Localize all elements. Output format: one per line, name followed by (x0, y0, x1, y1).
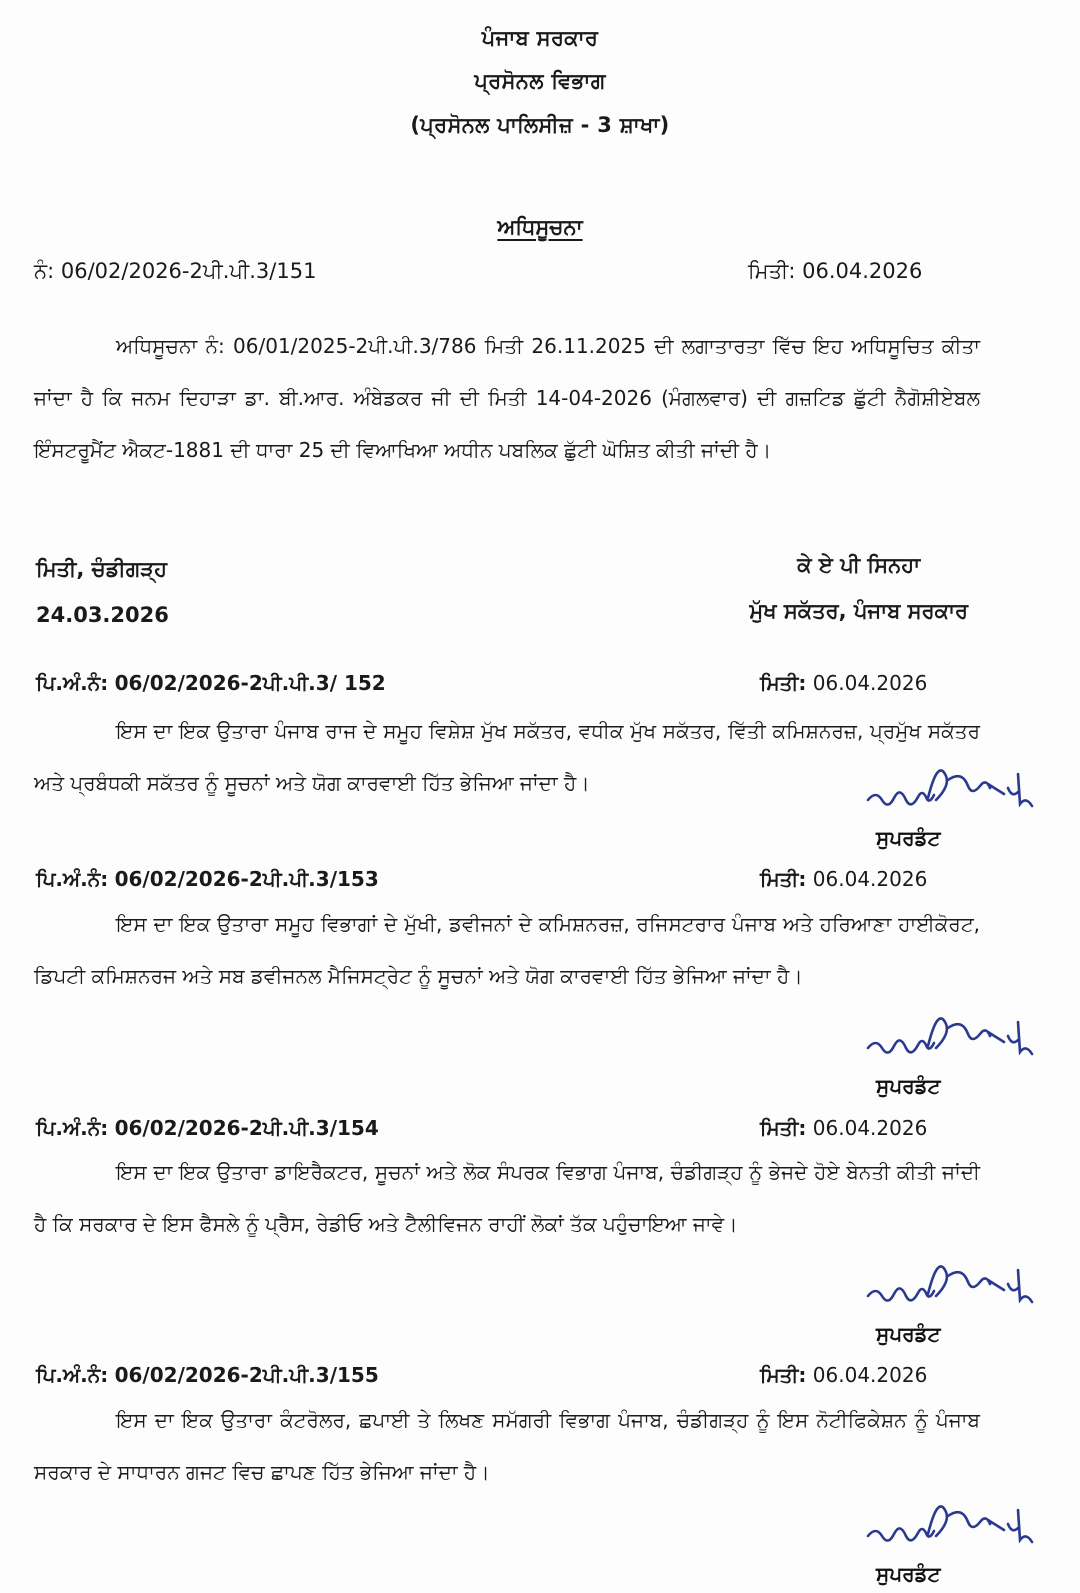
signature-block (858, 1256, 1068, 1346)
signature-block (858, 1496, 1068, 1586)
signature-scribble (858, 1008, 1068, 1078)
issue-date: 24.03.2026 (36, 603, 169, 627)
copy-prefix: ਪਿ.ਅੰ.ਨੰ: (36, 1116, 109, 1140)
signature-scribble (858, 1256, 1068, 1326)
copy-date (760, 671, 927, 695)
document-title (0, 215, 1080, 240)
copy-ref: 06/02/2026-2ਪੀ.ਪੀ.3/153 (114, 867, 379, 891)
signatory-name: ਕੇ ਏ ਪੀ ਸਿਨਹਾ (797, 553, 921, 577)
copy-body: ਇਸ ਦਾ ਇਕ ਉਤਾਰਾ ਕੰਟਰੋਲਰ, ਛਪਾਈ ਤੇ ਲਿਖਣ ਸਮੱਗਰੀ ਵਿਭਾਗ ਪੰਜਾਬ, ਚੰਡੀਗੜ੍ਹ ਨੂੰ ਇਸ ਨੋਟੀਫਿਕੇਸ਼ਨ ਨੂੰ ਪੰਜਾਬ ਸਰਕਾਰ ਦੇ ਸਾਧਾਰਨ ਗਜਟ ਵਿਚ ਛਾਪਣ ਹਿੱਤ ਭੇਜਿਆ ਜਾਂਦਾ ਹੈ। (34, 1408, 980, 1484)
signature-scribble (858, 760, 1068, 830)
copy-date-label: ਮਿਤੀ: (760, 1363, 807, 1387)
branch-name: (ਪ੍ਰਸੋਨਲ ਪਾਲਿਸੀਜ਼ - 3 ਸ਼ਾਖਾ) (410, 113, 670, 137)
signature-title: ਸੁਪਰਡੰਟ (876, 1322, 941, 1346)
copy-number (36, 867, 379, 891)
copy-date-value: 06.04.2026 (812, 1116, 928, 1140)
notification-number: ਨੰ: 06/02/2026-2ਪੀ.ਪੀ.3/151 (34, 259, 317, 283)
copy-ref: 06/02/2026-2ਪੀ.ਪੀ.3/154 (114, 1116, 379, 1140)
copy-prefix: ਪਿ.ਅੰ.ਨੰ: (36, 671, 109, 695)
notification-body: ਅਧਿਸੂਚਨਾ ਨੰ: 06/01/2025-2ਪੀ.ਪੀ.3/786 ਮਿਤੀ 26.11.2025 ਦੀ ਲਗਾਤਾਰਤਾ ਵਿੱਚ ਇਹ ਅਧਿਸੂਚਿਤ ਕੀਤਾ ਜਾਂਦਾ ਹੈ ਕਿ ਜਨਮ ਦਿਹਾੜਾ ਡਾ. ਬੀ.ਆਰ. ਅੰਬੇਡਕਰ ਜੀ ਦੀ ਮਿਤੀ 14-04-2026 (ਮੰਗਲਵਾਰ) ਦੀ ਗਜ਼ਟਿਡ ਛੁੱਟੀ ਨੈਗੋਸ਼ੀਏਬਲ ਇੰਸਟਰੂਮੈਂਟ ਐਕਟ-1881 ਦੀ ਧਾਰਾ 25 ਦੀ ਵਿਆਖਿਆ ਅਧੀਨ ਪਬਲਿਕ ਛੁੱਟੀ ਘੋਸ਼ਿਤ ਕੀਤੀ ਜਾਂਦੀ ਹੈ। (34, 334, 980, 462)
signature-block (858, 760, 1068, 850)
copy-number (36, 671, 386, 695)
copy-ref: 06/02/2026-2ਪੀ.ਪੀ.3/ 152 (114, 671, 386, 695)
copy-date-label: ਮਿਤੀ: (760, 1116, 807, 1140)
signature-block (858, 1008, 1068, 1098)
copy-ref: 06/02/2026-2ਪੀ.ਪੀ.3/155 (114, 1363, 379, 1387)
signature-scribble (858, 1496, 1068, 1566)
copy-number (36, 1363, 379, 1387)
copy-date-label: ਮਿਤੀ: (760, 867, 807, 891)
government-name: ਪੰਜਾਬ ਸਰਕਾਰ (481, 26, 599, 50)
copy-prefix: ਪਿ.ਅੰ.ਨੰ: (36, 867, 109, 891)
copy-date-value: 06.04.2026 (812, 867, 928, 891)
copy-date (760, 1116, 927, 1140)
notification-date: ਮਿਤੀ: 06.04.2026 (748, 259, 923, 283)
signature-title: ਸੁਪਰਡੰਟ (876, 826, 941, 850)
signature-title: ਸੁਪਰਡੰਟ (876, 1074, 941, 1098)
copy-body: ਇਸ ਦਾ ਇਕ ਉਤਾਰਾ ਡਾਇਰੈਕਟਰ, ਸੂਚਨਾਂ ਅਤੇ ਲੋਕ ਸੰਪਰਕ ਵਿਭਾਗ ਪੰਜਾਬ, ਚੰਡੀਗੜ੍ਹ ਨੂੰ ਭੇਜਦੇ ਹੋਏ ਬੇਨਤੀ ਕੀਤੀ ਜਾਂਦੀ ਹੈ ਕਿ ਸਰਕਾਰ ਦੇ ਇਸ ਫੈਸਲੇ ਨੂੰ ਪ੍ਰੈਸ, ਰੇਡੀਓ ਅਤੇ ਟੈਲੀਵਿਜਨ ਰਾਹੀਂ ਲੋਕਾਂ ਤੱਕ ਪਹੁੰਚਾਇਆ ਜਾਵੇ। (34, 1160, 980, 1236)
department-name: ਪ੍ਰਸੋਨਲ ਵਿਭਾਗ (474, 69, 606, 93)
copy-number (36, 1116, 379, 1140)
document-title-text: ਅਧਿਸੂਚਨਾ (497, 215, 583, 239)
copy-date-value: 06.04.2026 (812, 671, 928, 695)
copy-date (760, 1363, 927, 1387)
signatory-designation: ਮੁੱਖ ਸਕੱਤਰ, ਪੰਜਾਬ ਸਰਕਾਰ (749, 599, 968, 623)
place-date-block (36, 546, 169, 638)
copy-date (760, 867, 927, 891)
copy-prefix: ਪਿ.ਅੰ.ਨੰ: (36, 1363, 109, 1387)
copy-date-value: 06.04.2026 (812, 1363, 928, 1387)
copy-date-label: ਮਿਤੀ: (760, 671, 807, 695)
signatory-block (749, 542, 968, 634)
copy-body: ਇਸ ਦਾ ਇਕ ਉਤਾਰਾ ਸਮੂਹ ਵਿਭਾਗਾਂ ਦੇ ਮੁੱਖੀ, ਡਵੀਜਨਾਂ ਦੇ ਕਮਿਸ਼ਨਰਜ਼, ਰਜਿਸਟਰਾਰ ਪੰਜਾਬ ਅਤੇ ਹਰਿਆਣਾ ਹਾਈਕੋਰਟ, ਡਿਪਟੀ ਕਮਿਸ਼ਨਰਜ ਅਤੇ ਸਬ ਡਵੀਜਨਲ ਮੈਜਿਸਟ੍ਰੇਟ ਨੂੰ ਸੂਚਨਾਂ ਅਤੇ ਯੋਗ ਕਾਰਵਾਈ ਹਿੱਤ ਭੇਜਿਆ ਜਾਂਦਾ ਹੈ। (34, 912, 980, 988)
copy-body: ਇਸ ਦਾ ਇਕ ਉਤਾਰਾ ਪੰਜਾਬ ਰਾਜ ਦੇ ਸਮੂਹ ਵਿਸ਼ੇਸ਼ ਮੁੱਖ ਸਕੱਤਰ, ਵਧੀਕ ਮੁੱਖ ਸਕੱਤਰ, ਵਿੱਤੀ ਕਮਿਸ਼ਨਰਜ਼, ਪ੍ਰਮੁੱਖ ਸਕੱਤਰ ਅਤੇ ਪ੍ਰਬੰਧਕੀ ਸਕੱਤਰ ਨੂੰ ਸੂਚਨਾਂ ਅਤੇ ਯੋਗ ਕਾਰਵਾਈ ਹਿੱਤ ਭੇਜਿਆ ਜਾਂਦਾ ਹੈ। (34, 719, 980, 795)
place-label: ਮਿਤੀ, ਚੰਡੀਗੜ੍ਹ (36, 557, 167, 581)
signature-title: ਸੁਪਰਡੰਟ (876, 1562, 941, 1586)
